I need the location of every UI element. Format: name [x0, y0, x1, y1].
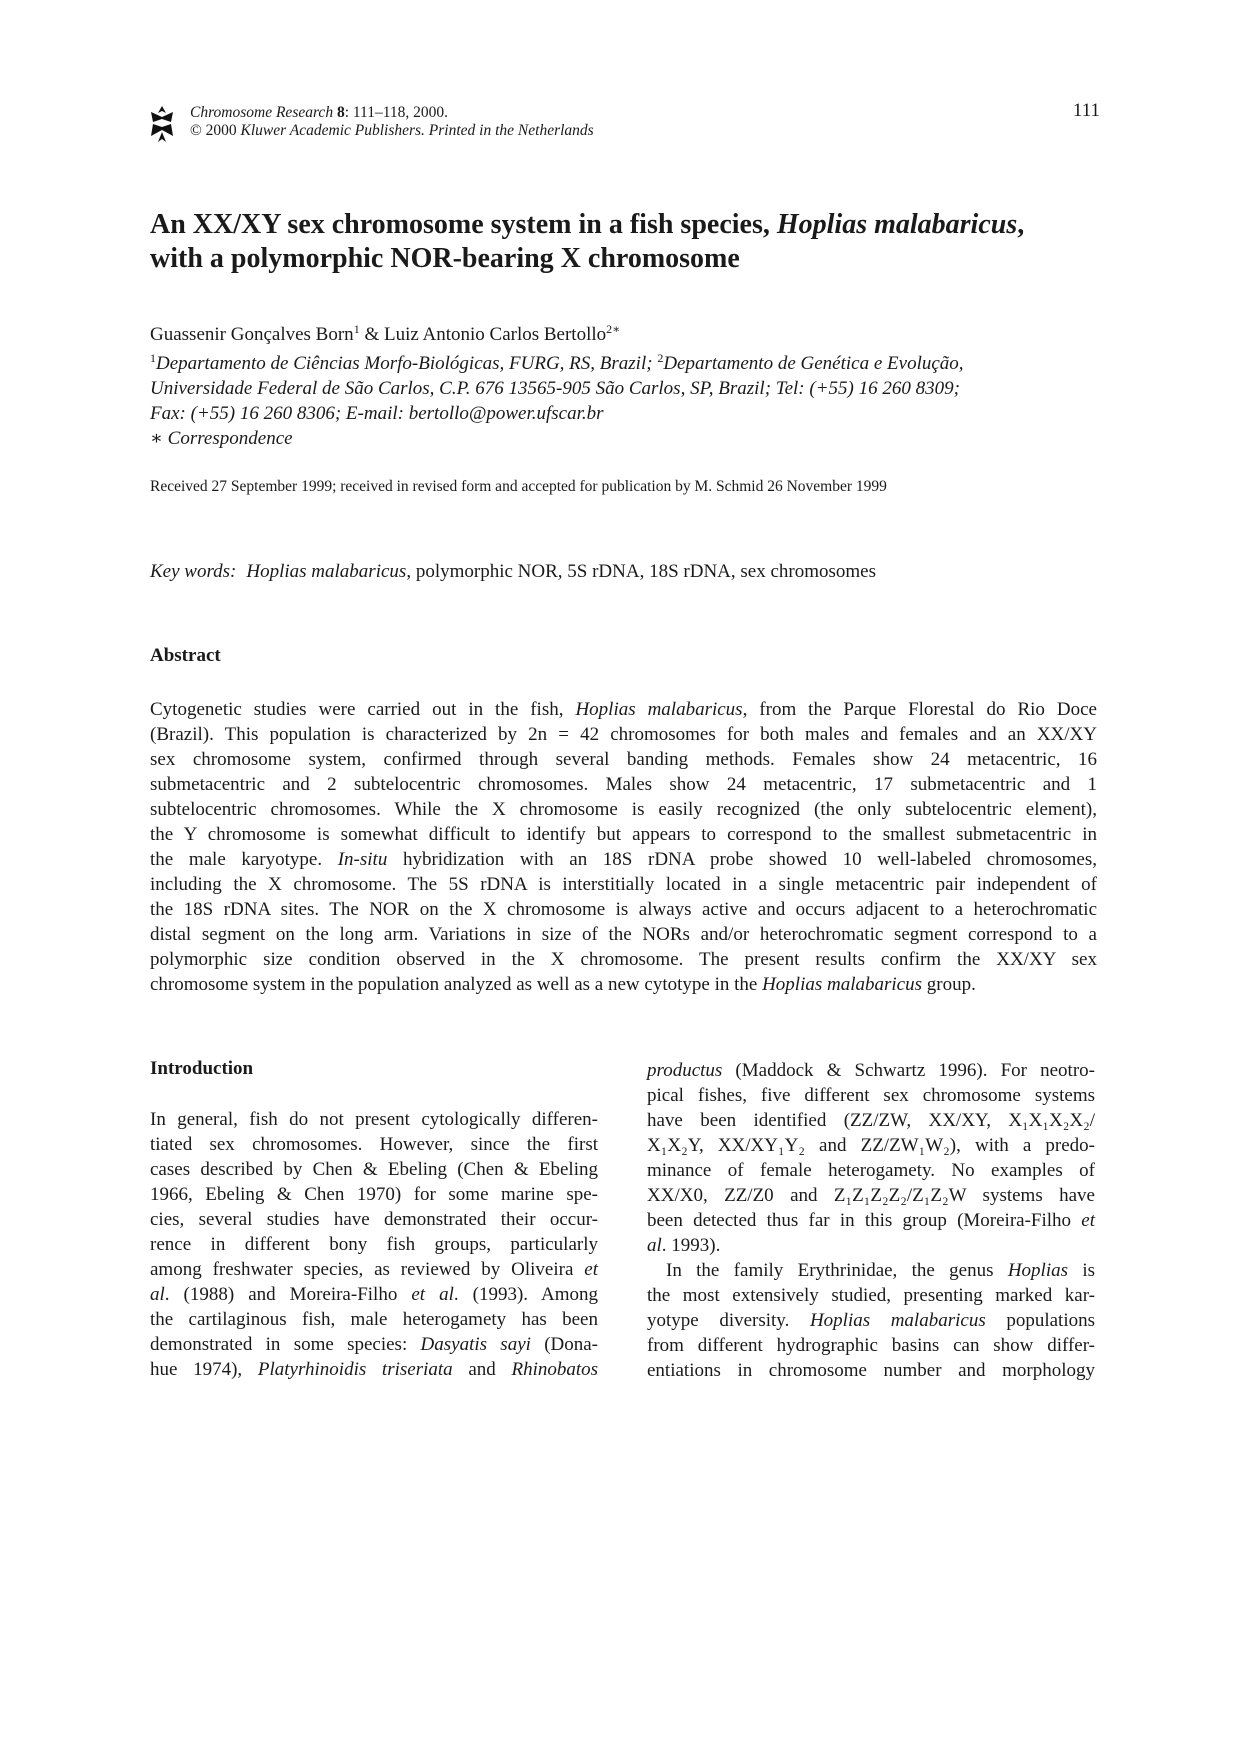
abstract-heading: Abstract	[150, 645, 221, 666]
journal-citation: Chromosome Research 8: 111–118, 2000.	[190, 104, 449, 121]
affiliation-line: $^1$Departamento de Ciências Morfo-Biológicas, FURG, RS, Brazil; $^2$Departamento de Genética e Evolução,	[150, 351, 964, 374]
affiliation-contact: Fax: (+55) 16 260 8306; E-mail: bertollo@power.ufscar.br	[150, 403, 604, 424]
introduction-right-column: productus (Maddock & Schwartz 1996). For neotro- pical fishes, five different sex chromosome systems have been identified (ZZ/ZW, XX/XY, X₁X₁X₂X₂/ X₁X₂Y, XX/XY₁Y₂ and ZZ/ZW₁W₂), with a predo- minance of female heterogamety. No examples of XX/X0, ZZ/Z0 and Z₁Z₁Z₂Z₂/Z₁Z₂W systems have been detected thus far in this group (Moreira-Filho et al. 1993). In the family Erythrinidae, the genus Hoplias is the most extensively studied, presenting marked kar- yotype diversity. Hoplias malabaricus populations from different hydrographic basins can show differ- entiations in chromosome number and morphology	[647, 1060, 1095, 1381]
received-dates: Received 27 September 1999; received in revised form and accepted for publication by M. Schmid 26 November 1999	[150, 478, 887, 495]
introduction-heading: Introduction	[150, 1058, 254, 1079]
affiliation-line: Universidade Federal de São Carlos, C.P. 676 13565-905 São Carlos, SP, Brazil; Tel: (+55) 16 260 8309;	[150, 378, 960, 399]
author-list: Guassenir Gonçalves Born$^1$ & Luiz Antonio Carlos Bertollo$^{2∗}$	[150, 322, 621, 345]
publisher-logo-icon	[149, 106, 175, 142]
keywords: Key words: Hoplias malabaricus, polymorphic NOR, 5S rDNA, 18S rDNA, sex chromosomes	[150, 561, 877, 582]
copyright-line: © 2000 Kluwer Academic Publishers. Printed in the Netherlands	[190, 122, 594, 139]
paper-title: An XX/XY sex chromosome system in a fish species, Hoplias malabaricus, with a polymorphic NOR-bearing X chromosome	[150, 209, 1025, 274]
copyright-symbol: ©	[190, 122, 202, 139]
introduction-left-column: In general, fish do not present cytologically differen- tiated sex chromosomes. However, since the first cases described by Chen & Ebeling (Chen & Ebeling 1966, Ebeling & Chen 1970) for some marine spe- cies, several studies have demonstrated their occur- rence in different bony fish groups, particularly among freshwater species, as reviewed by Oliveira et al. (1988) and Moreira-Filho et al. (1993). Among the cartilaginous fish, male heterogamety has been demonstrated in some species: Dasyatis sayi (Dona- hue 1974), Platyrhinoidis triseriata and Rhinobatos	[150, 1109, 599, 1380]
page-number: 111	[1072, 100, 1100, 121]
correspondence-note: ∗ Correspondence	[150, 428, 293, 449]
abstract-body: Cytogenetic studies were carried out in the fish, Hoplias malabaricus, from the Parque Florestal do Rio Doce (Brazil). This population is characterized by 2n = 42 chromosomes for both males and females and an XX/XY sex chromosome system, confirmed through several banding methods. Females show 24 metacentric, 16 submetacentric and 2 subtelocentric chromosomes. Males show 24 metacentric, 17 submetacentric and 1 subtelocentric chromosomes. While the X chromosome is easily recognized (the only subtelocentric element), the Y chromosome is somewhat difficult to identify but appears to correspond to the smallest submetacentric in the male karyotype. In-situ hybridization with an 18S rDNA probe showed 10 well-labeled chromosomes, including the X chromosome. The 5S rDNA is interstitially located in a single metacentric pair independent of the 18S rDNA sites. The NOR on the X chromosome is always active and occurs adjacent to a heterochromatic distal segment on the long arm. Variations in size of the NORs and/or heterochromatic segment correspond to a polymorphic size condition observed in the X chromosome. The present results confirm the XX/XY sex chromosome system in the population analyzed as well as a new cytotype in the Hoplias malabaricus group.	[150, 699, 1098, 995]
